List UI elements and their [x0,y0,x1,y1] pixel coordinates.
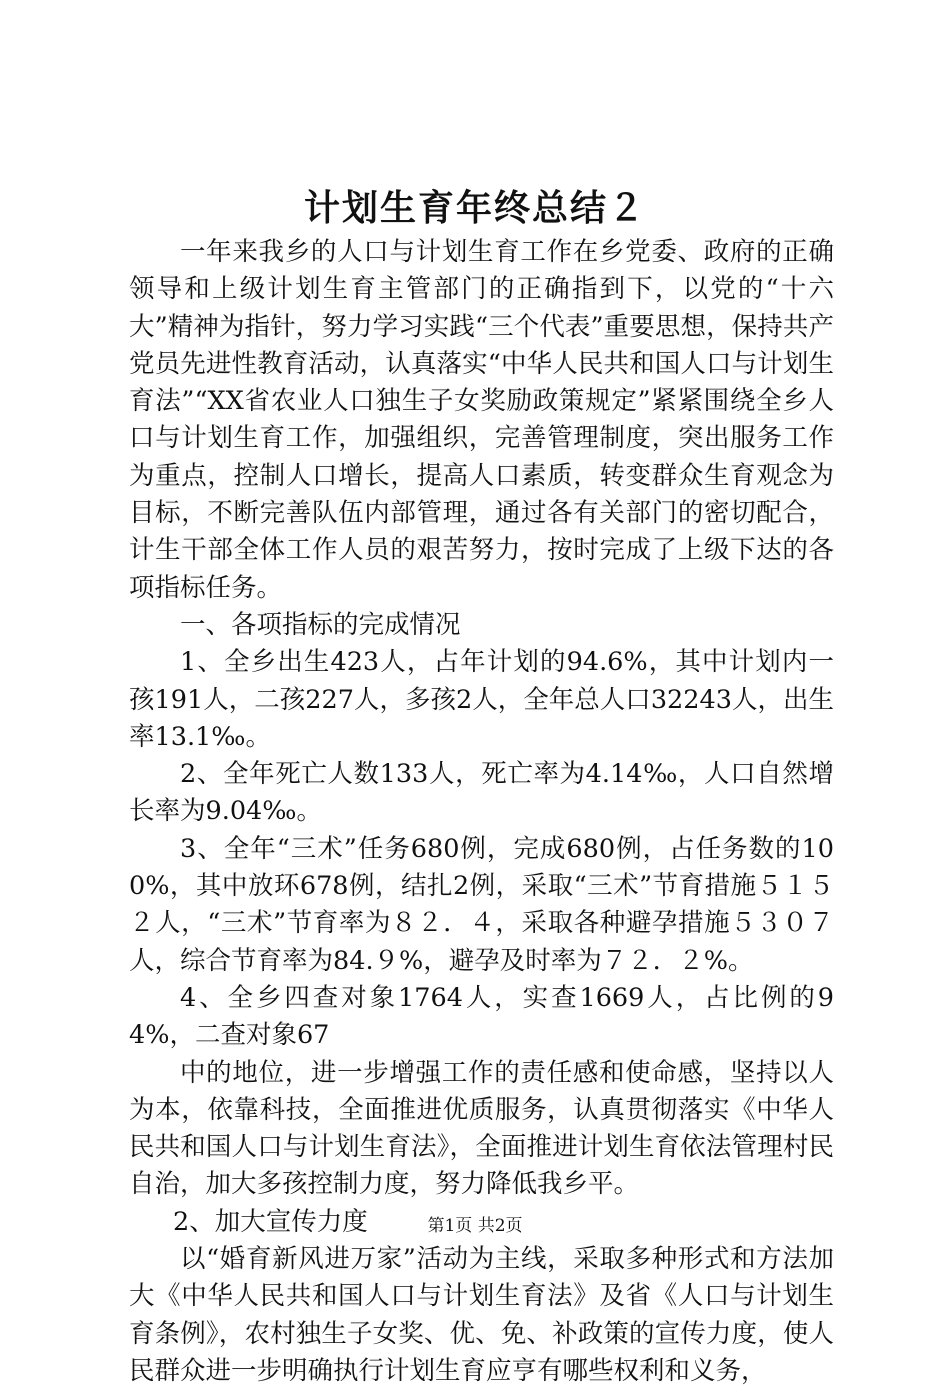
paragraph-item-1: 1、全乡出生423人，占年计划的94.6%，其中计划内一孩191人，二孩227人，多孩2人，全年总人口32243人，出生率13.1‰。 [129,647,834,752]
document-title: 计划生育年终总结２ [303,187,646,229]
section-heading-indicators: 一、各项指标的完成情况 [180,609,461,640]
paragraph-intro: 一年来我乡的人口与计划生育工作在乡党委、政府的正确领导和上级计划生育主管部门的正确指到下，以党的“十六大”精神为指针，努力学习实践“三个代表”重要思想，保持共产党员先进性教育活动，认真落实“中华人民共和国人口与计划生育法”“XX省农业人口独生子女奖励政策规定”紧紧围绕全乡人口与计划生育工作，加强组织，完善管理制度，突出服务工作为重点，控制人口增长，提高人口素质，转变群众生育观念为目标，不断完善队伍内部管理，通过各有关部门的密切配合，计生干部全体工作人员的艰苦努力，按时完成了上级下达的各项指标任务。 [129,237,834,603]
paragraph-item-4: 4、全乡四查对象1764人，实查1669人，占比例的94%，二查对象67 [129,982,834,1051]
paragraph-item-3: 3、全年“三术”任务680例，完成680例，占任务数的100%，其中放环678例，结扎2例，采取“三术”节育措施５１５２人，“三术”节育率为８２．４，采取各种避孕措施５３０７人，综合节育率为84.９%，避孕及时率为７２．２%。 [129,833,834,976]
page-footer: 第1页 共2页 [427,1216,523,1236]
subsection-heading-publicity: 2、加大宣传力度 [173,1206,368,1237]
paragraph-continuation: 中的地位，进一步增强工作的责任感和使命感，坚持以人为本，依靠科技，全面推进优质服务，认真贯彻落实《中华人民共和国人口与计划生育法》，全面推进计划生育依法管理村民自治，加大多孩控制力度，努力降低我乡平。 [129,1057,834,1200]
paragraph-publicity: 以“婚育新风进万家”活动为主线，采取多种形式和方法加大《中华人民共和国人口与计划生育法》及省《人口与计划生育条例》，农村独生子女奖、优、免、补政策的宣传力度，使人民群众进一步明确执行计划生育应亨有哪些权利和义务， [129,1244,834,1386]
paragraph-item-2: 2、全年死亡人数133人，死亡率为4.14‰，人口自然增长率为9.04‰。 [129,759,834,827]
